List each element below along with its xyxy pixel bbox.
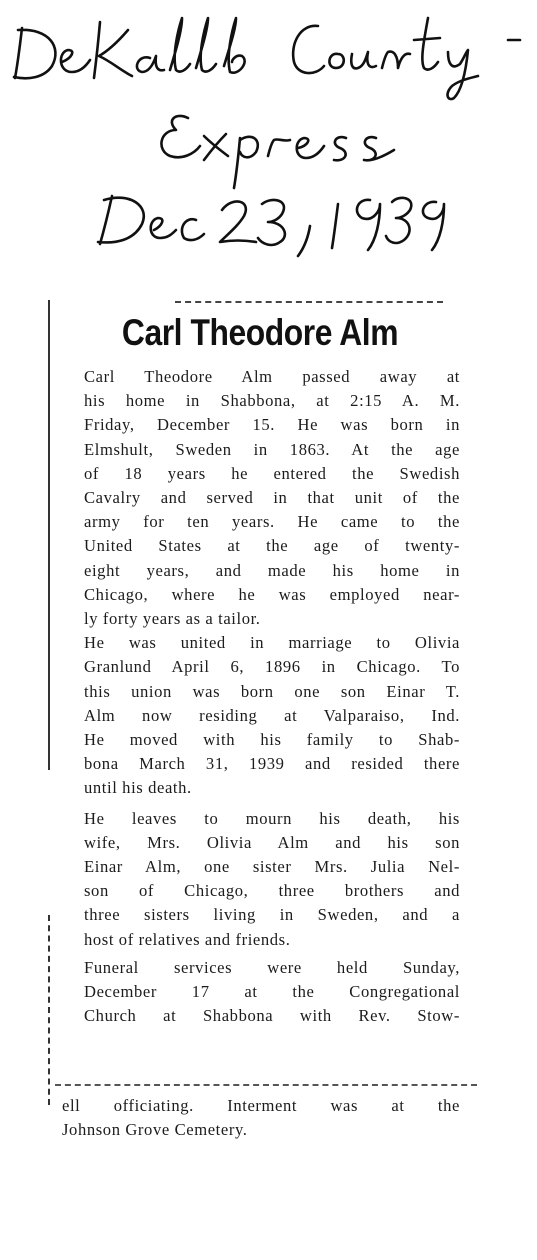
text-line: Chicago, where he was employed near-	[84, 584, 460, 604]
text-line: Elmshult, Sweden in 1863. At the age	[84, 439, 460, 459]
text-line: of 18 years he entered the Swedish	[84, 463, 460, 483]
text-line: Funeral services were held Sunday,	[84, 957, 460, 977]
text-line: bona March 31, 1939 and resided there	[84, 754, 460, 774]
text-line: host of relatives and friends.	[84, 929, 291, 949]
handwritten-annotation-drawing	[0, 0, 537, 260]
paragraph-4	[62, 807, 460, 952]
text-line: He moved with his family to Shab-	[84, 730, 460, 750]
text-line: son of Chicago, three brothers and	[84, 881, 460, 901]
text-line: his home in Shabbona, at 2:15 A. M.	[84, 391, 460, 411]
text-line: Johnson Grove Cemetery.	[62, 1120, 248, 1140]
paragraph-2	[62, 631, 460, 728]
clipping-left-edge	[48, 300, 50, 770]
text-line: United States at the age of twenty-	[84, 536, 460, 556]
text-line: this union was born one son Einar T.	[84, 681, 460, 701]
article-body	[62, 365, 460, 1028]
text-line: Einar Alm, one sister Mrs. Julia Nel-	[84, 857, 460, 877]
text-line: Carl Theodore Alm passed away at	[84, 367, 460, 386]
article-continuation	[62, 1094, 460, 1142]
text-line: army for ten years. He came to the	[84, 512, 460, 532]
text-line: eight years, and made his home in	[84, 560, 460, 580]
text-line: Church at Shabbona with Rev. Stow-	[84, 1006, 460, 1026]
paragraph-3	[62, 728, 460, 801]
text-line: He was united in marriage to Olivia	[84, 633, 460, 653]
handwritten-annotation	[0, 0, 537, 260]
text-line: until his death.	[84, 778, 192, 798]
text-line: He leaves to mourn his death, his	[84, 808, 460, 828]
text-line: ell officiating. Interment was at the	[62, 1096, 460, 1115]
paragraph-5	[62, 956, 460, 1029]
clipping-top-edge	[175, 301, 443, 303]
text-line: Cavalry and served in that unit of the	[84, 488, 460, 508]
text-line: Friday, December 15. He was born in	[84, 415, 460, 435]
text-line: wife, Mrs. Olivia Alm and his son	[84, 832, 460, 852]
text-line: three sisters living in Sweden, and a	[84, 905, 460, 925]
clipping-cut-line	[55, 1084, 477, 1086]
text-line: Alm now residing at Valparaiso, Ind.	[84, 705, 460, 725]
paragraph-1	[62, 365, 460, 631]
article-headline: Carl Theodore Alm	[121, 312, 399, 353]
text-line: December 17 at the Congregational	[84, 982, 460, 1002]
text-line: Granlund April 6, 1896 in Chicago. To	[84, 657, 460, 677]
clipping-left-edge-lower	[48, 915, 50, 1105]
text-line: ly forty years as a tailor.	[84, 609, 261, 629]
